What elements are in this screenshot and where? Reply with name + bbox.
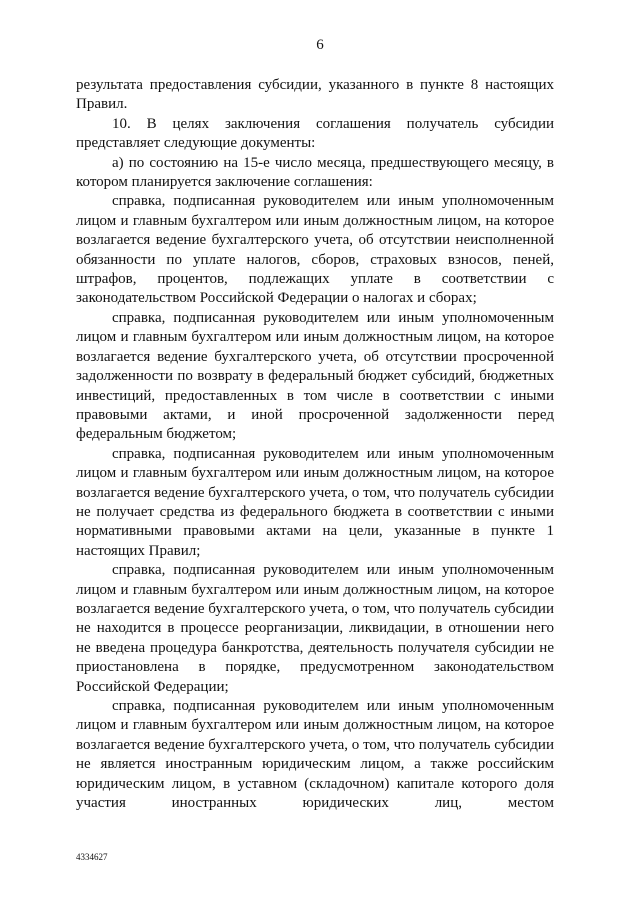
page-number: 6 [316, 37, 324, 53]
paragraph-subclause-a: а) по состоянию на 15-е число месяца, предшествующего месяцу, в котором планируется заключение соглашения: [76, 154, 554, 191]
paragraph-certificate-taxes: справка, подписанная руководителем или иным уполномоченным лицом и главным бухгалтером или иным должностным лицом, на которое возлагается ведение бухгалтерского учета, об отсутствии неисполненной обязанности по уплате налогов, сборов, страховых взносов, пеней, штрафов, процентов, подлежащих уплате в соответствии с законодательством Российской Федерации о налогах и сборах; [76, 193, 554, 307]
document-body [76, 76, 554, 813]
paragraph-continuation: результата предоставления субсидии, указанного в пункте 8 настоящих Правил. [76, 77, 554, 113]
paragraph-certificate-no-reorganization: справка, подписанная руководителем или иным уполномоченным лицом и главным бухгалтером или иным должностным лицом, на которое возлагается ведение бухгалтерского учета, о том, что получатель субсидии не находится в процессе реорганизации, ликвидации, в отношении него не введена процедура банкротства, деятельность получателя субсидии не приостановлена в порядке, предусмотренном законодательством Российской Федерации; [76, 562, 554, 695]
paragraph-clause-10: 10. В целях заключения соглашения получатель субсидии представляет следующие документы: [76, 115, 554, 152]
paragraph-certificate-debts: справка, подписанная руководителем или иным уполномоченным лицом и главным бухгалтером или иным должностным лицом, на которое возлагается ведение бухгалтерского учета, об отсутствии просроченной задолженности по возврату в федеральный бюджет субсидий, бюджетных инвестиций, предоставленных в том числе в соответствии с иными правовыми актами, и иной просроченной задолженности перед федеральным бюджетом; [76, 309, 554, 443]
document-code: 4334627 [76, 852, 108, 862]
paragraph-certificate-not-foreign: справка, подписанная руководителем или иным уполномоченным лицом и главным бухгалтером или иным должностным лицом, на которое возлагается ведение бухгалтерского учета, о том, что получатель субсидии не является иностранным юридическим лицом, а также российским юридическим лицом, в уставном (складочном) капитале которого доля участия иностранных юридических лиц, местом [76, 698, 554, 812]
paragraph-certificate-no-funds: справка, подписанная руководителем или иным уполномоченным лицом и главным бухгалтером или иным должностным лицом, на которое возлагается ведение бухгалтерского учета, о том, что получатель субсидии не получает средства из федерального бюджета в соответствии с иными нормативными правовыми актами на цели, указанные в пункте 1 настоящих Правил; [76, 445, 554, 559]
